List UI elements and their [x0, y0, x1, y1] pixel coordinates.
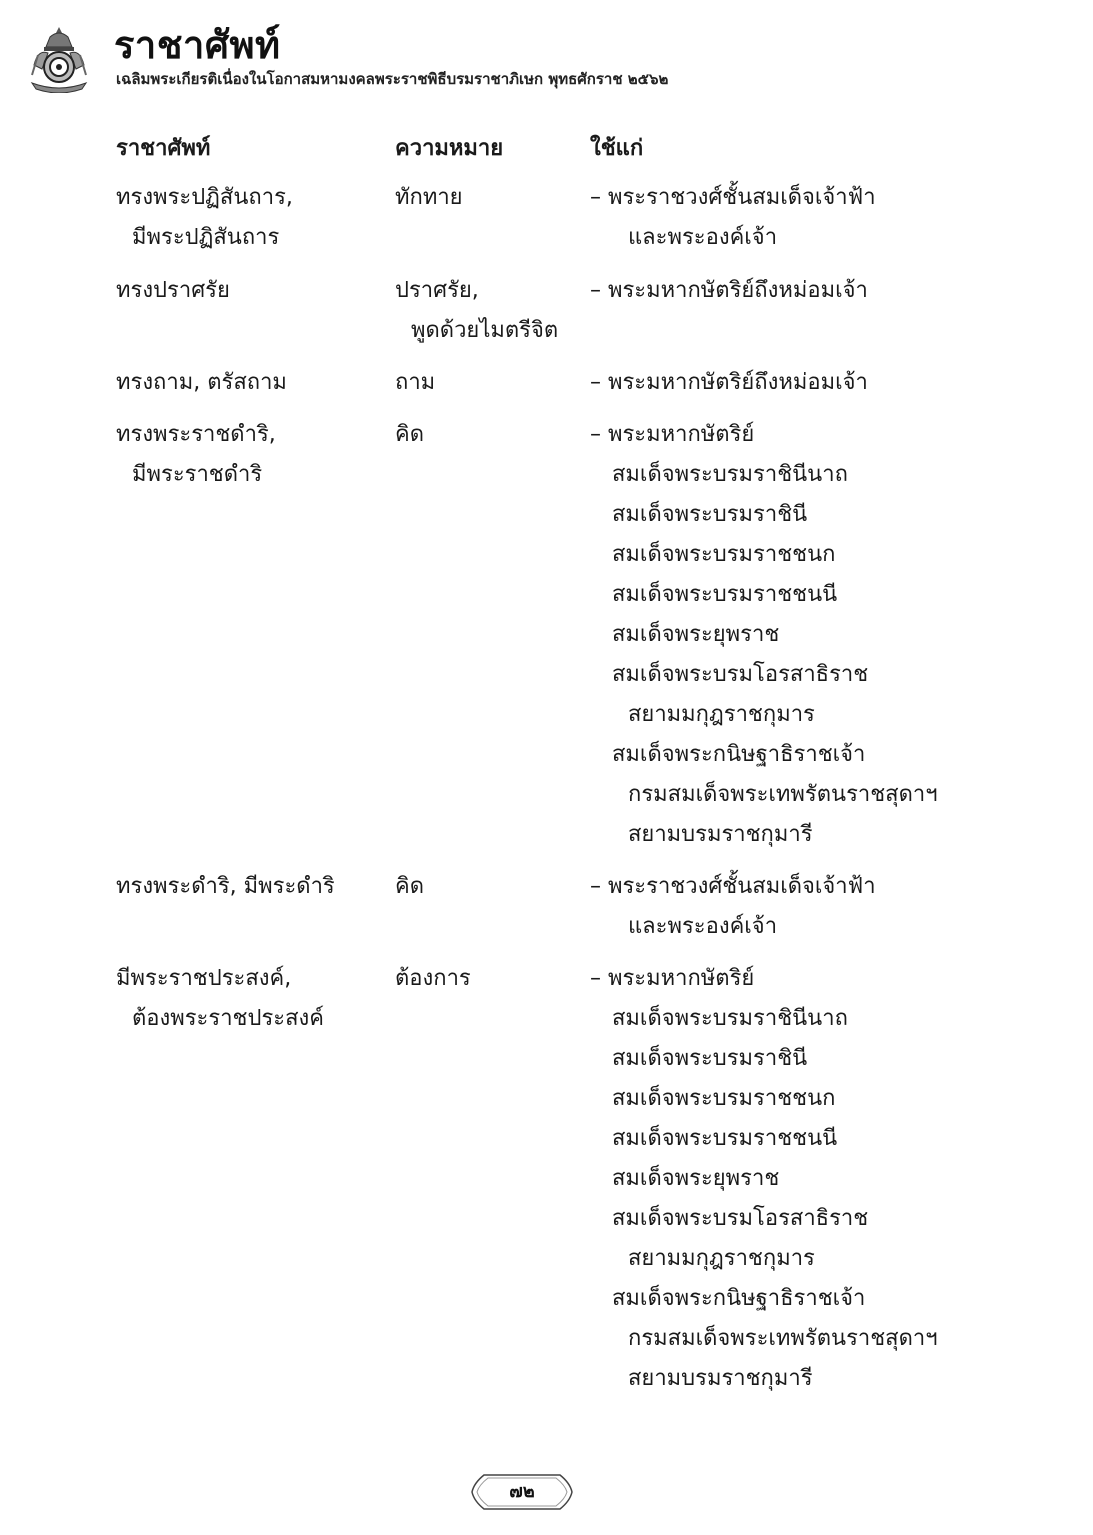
meaning-cell: [395, 271, 558, 351]
usage-cell: [590, 415, 938, 855]
word-cell: [116, 867, 335, 907]
usage-line: สยามมกุฎราชกุมาร: [628, 702, 815, 727]
usage-line: – พระราชวงศ์ชั้นสมเด็จเจ้าฟ้า: [590, 185, 876, 210]
page-number-badge: [470, 1473, 574, 1511]
meaning-line: ต้องการ: [395, 966, 471, 991]
word-line: ทรงถาม, ตรัสถาม: [116, 370, 287, 395]
page-number: ๗๒: [509, 1481, 535, 1502]
usage-line: สมเด็จพระบรมราชชนก: [612, 542, 836, 567]
meaning-cell: [395, 415, 424, 455]
usage-line: กรมสมเด็จพระเทพรัตนราชสุดาฯ: [628, 1326, 938, 1351]
usage-line: สมเด็จพระกนิษฐาธิราชเจ้า: [612, 1286, 866, 1311]
usage-line: สมเด็จพระบรมราชชนก: [612, 1086, 836, 1111]
word-cell: [116, 415, 276, 495]
word-cell: [116, 363, 287, 403]
usage-cell: [590, 959, 938, 1399]
word-cell: [116, 271, 230, 311]
word-line: ทรงพระดำริ, มีพระดำริ: [116, 874, 335, 899]
word-line: มีพระปฏิสันถาร: [132, 225, 280, 250]
usage-line: สมเด็จพระบรมราชชนนี: [612, 582, 838, 607]
meaning-line: คิด: [395, 422, 425, 447]
usage-line: สมเด็จพระยุพราช: [612, 622, 780, 647]
usage-line: สยามมกุฎราชกุมาร: [628, 1246, 815, 1271]
meaning-cell: [395, 867, 424, 907]
usage-line: สมเด็จพระบรมราชินีนาถ: [612, 1006, 848, 1031]
usage-line: – พระมหากษัตริย์ถึงหม่อมเจ้า: [590, 370, 868, 395]
word-line: มีพระราชประสงค์,: [116, 966, 292, 991]
usage-line: สมเด็จพระบรมราชินี: [612, 1046, 808, 1071]
page-subtitle: เฉลิมพระเกียรติเนื่องในโอกาสมหามงคลพระราชพิธีบรมราชาภิเษก พุทธศักราช ๒๕๖๒: [116, 70, 669, 88]
meaning-line: พูดด้วยไมตรีจิต: [411, 318, 559, 343]
table-header: [0, 130, 1093, 166]
usage-line: สมเด็จพระยุพราช: [612, 1166, 780, 1191]
page-title: ราชาศัพท์: [114, 22, 281, 67]
word-cell: [116, 178, 293, 258]
meaning-line: คิด: [395, 874, 425, 899]
usage-line: – พระมหากษัตริย์: [590, 966, 755, 991]
usage-line: และพระองค์เจ้า: [628, 914, 778, 939]
column-header-meaning: ความหมาย: [395, 136, 504, 161]
column-header-word: ราชาศัพท์: [116, 136, 211, 161]
usage-cell: [590, 363, 868, 403]
meaning-cell: [395, 178, 463, 218]
word-cell: [116, 959, 324, 1039]
meaning-cell: [395, 363, 435, 403]
usage-cell: [590, 867, 876, 947]
meaning-line: ปราศรัย,: [395, 278, 479, 303]
meaning-line: ถาม: [395, 370, 436, 395]
usage-line: และพระองค์เจ้า: [628, 225, 778, 250]
usage-line: สมเด็จพระกนิษฐาธิราชเจ้า: [612, 742, 866, 767]
meaning-cell: [395, 959, 471, 999]
royal-emblem-icon: [28, 25, 90, 93]
usage-line: – พระมหากษัตริย์: [590, 422, 755, 447]
usage-line: – พระมหากษัตริย์ถึงหม่อมเจ้า: [590, 278, 868, 303]
usage-line: สมเด็จพระบรมราชินี: [612, 502, 808, 527]
word-line: มีพระราชดำริ: [132, 462, 263, 487]
usage-line: สมเด็จพระบรมโอรสาธิราช: [612, 1206, 869, 1231]
word-line: ทรงพระปฏิสันถาร,: [116, 185, 293, 210]
page-header: [28, 20, 1068, 100]
usage-cell: [590, 178, 876, 258]
word-line: ทรงปราศรัย: [116, 278, 230, 303]
usage-line: – พระราชวงศ์ชั้นสมเด็จเจ้าฟ้า: [590, 874, 876, 899]
word-line: ทรงพระราชดำริ,: [116, 422, 276, 447]
usage-line: สยามบรมราชกุมารี: [628, 1366, 813, 1391]
usage-line: กรมสมเด็จพระเทพรัตนราชสุดาฯ: [628, 782, 938, 807]
usage-line: สยามบรมราชกุมารี: [628, 822, 813, 847]
usage-cell: [590, 271, 868, 311]
word-line: ต้องพระราชประสงค์: [132, 1006, 324, 1031]
column-header-usage: ใช้แก่: [590, 136, 644, 161]
usage-line: สมเด็จพระบรมราชินีนาถ: [612, 462, 848, 487]
usage-line: สมเด็จพระบรมราชชนนี: [612, 1126, 838, 1151]
usage-line: สมเด็จพระบรมโอรสาธิราช: [612, 662, 869, 687]
meaning-line: ทักทาย: [395, 185, 463, 210]
